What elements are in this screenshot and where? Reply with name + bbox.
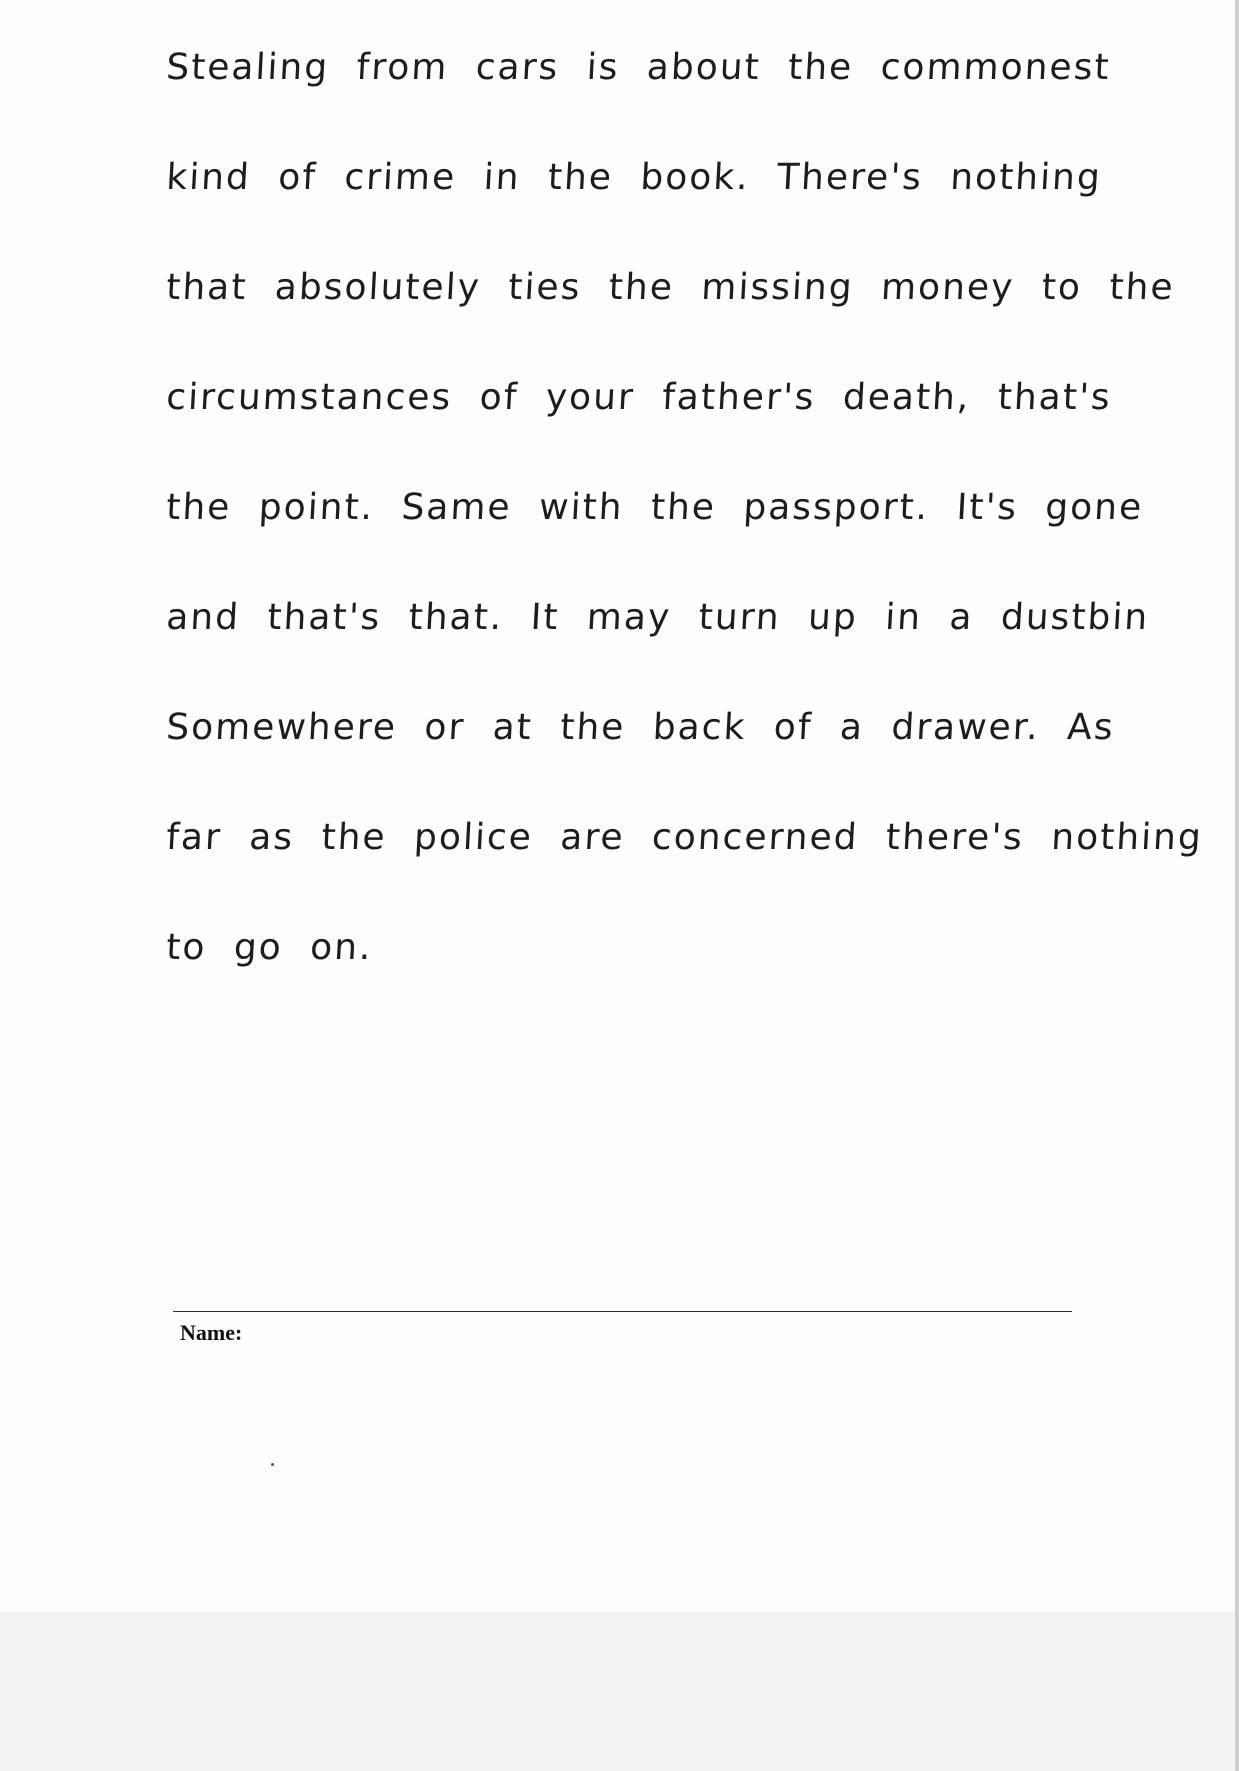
handwritten-line: the point. Same with the passport. It's gone	[165, 487, 1145, 528]
handwritten-line: Somewhere or at the back of a drawer. As	[165, 707, 1116, 748]
handwritten-line: circumstances of your father's death, that's	[165, 377, 1113, 418]
handwritten-line: and that's that. It may turn up in a dustbin	[165, 597, 1151, 638]
scan-speck	[271, 1463, 274, 1466]
name-label: Name:	[180, 1320, 243, 1345]
page-edge	[1235, 0, 1239, 1771]
handwritten-line: to go on.	[165, 927, 374, 968]
handwritten-line: kind of crime in the book. There's nothing	[165, 157, 1103, 198]
handwritten-line: that absolutely ties the missing money to the	[165, 267, 1176, 308]
signature-rule	[173, 1311, 1072, 1312]
handwritten-line: Stealing from cars is about the commonest	[165, 47, 1112, 88]
handwritten-passage	[165, 38, 1204, 1028]
handwritten-line: far as the police are concerned there's nothing	[165, 817, 1204, 858]
scan-shadow-band	[0, 1612, 1239, 1771]
